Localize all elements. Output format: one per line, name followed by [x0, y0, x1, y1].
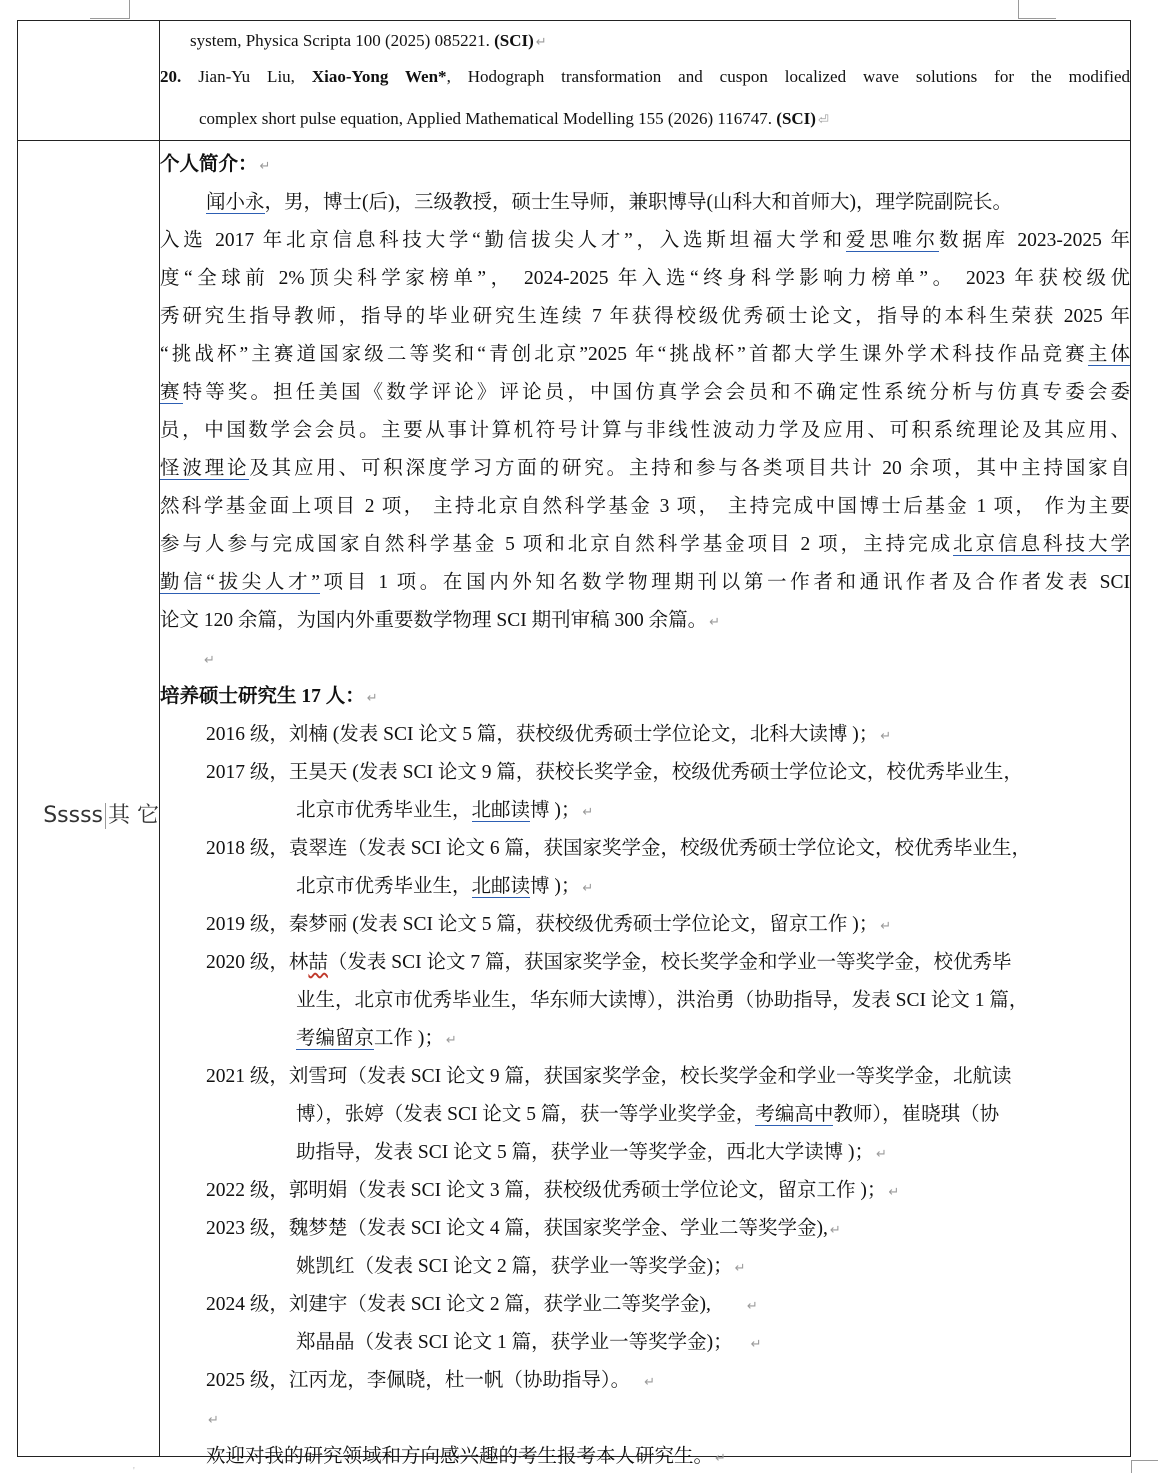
- crop-mark-top-left-h: [90, 18, 130, 19]
- intro-heading: 个人简介： ↵: [160, 154, 271, 175]
- students-heading: 培养硕士研究生 17 人： ↵: [160, 686, 378, 707]
- student-2020-line1: 2020 级，林喆（发表 SCI 论文 7 篇，获国家奖学金，校长奖学金和学业一等奖学金，校优秀毕: [206, 952, 1012, 973]
- student-2019: 2019 级，秦梦丽 (发表 SCI 论文 5 篇，获校级优秀硕士学位论文，留京工作 )； ↵: [206, 914, 892, 935]
- crop-mark-top-left-v: [129, 0, 130, 19]
- biography-cell: [160, 141, 1130, 1467]
- student-2024-line1: 2024 级，刘建宇（发表 SCI 论文 2 篇，获学业二等奖学金), ↵: [206, 1294, 758, 1315]
- text-cursor: [105, 803, 106, 829]
- reference-19-tail: system, Physica Scripta 100 (2025) 085221. (SCI) ↵: [190, 31, 547, 50]
- student-2017-line2: 北京市优秀毕业生，北邮读博 )； ↵: [296, 800, 594, 821]
- intro-line-9: 然科学基金面上项目 2 项， 主持北京自然科学基金 3 项， 主持完成中国博士后基金 1 项， 作为主要: [160, 496, 1130, 517]
- student-2017-line1: 2017 级，王昊天 (发表 SCI 论文 9 篇，获校长奖学金，校级优秀硕士学位论文，校优秀毕业生，: [206, 762, 1023, 783]
- intro-line-12: 论文 120 余篇，为国内外重要数学物理 SCI 期刊审稿 300 余篇。 ↵: [160, 610, 721, 631]
- reference-20-line2: complex short pulse equation, Applied Mathematical Modelling 155 (2026) 116747. (SCI) ⏎: [199, 109, 829, 128]
- student-2022: 2022 级，郭明娟（发表 SCI 论文 3 篇，获校级优秀硕士学位论文，留京工作 )； ↵: [206, 1180, 900, 1201]
- blank-paragraph-2: ↵: [208, 1413, 219, 1428]
- crop-mark-bottom-right-v: [1131, 1460, 1132, 1473]
- blank-paragraph: ↵: [204, 653, 215, 668]
- student-2021-line1: 2021 级，刘雪珂（发表 SCI 论文 9 篇，获国家奖学金，校长奖学金和学业一等奖学金，北航读: [206, 1066, 1012, 1087]
- student-2021-line2: 博），张婷（发表 SCI 论文 5 篇，获一等学业奖学金，考编高中教师），崔晓琪（协: [296, 1104, 1000, 1125]
- reference-20-line1: 20. Jian-Yu Liu, Xiao-Yong Wen*, Hodograph transformation and cuspon localized wave solutions for the modified: [160, 67, 1131, 86]
- intro-line-3: 度“全球前 2%顶尖科学家榜单”， 2024-2025 年入选“终身科学影响力榜单”。 2023 年获校级优: [160, 268, 1130, 289]
- publications-cell: [160, 21, 1130, 140]
- student-2025: 2025 级，江丙龙，李佩晓，杜一帆（协助指导）。 ↵: [206, 1370, 656, 1391]
- intro-line-5: “挑战杯”主赛道国家级二等奖和“青创北京”2025 年“挑战杯”首都大学生课外学术科技作品竞赛主体: [160, 344, 1130, 365]
- student-2016: 2016 级，刘楠 (发表 SCI 论文 5 篇，获校级优秀硕士学位论文，北科大读博 )； ↵: [206, 724, 892, 745]
- intro-line-4: 秀研究生指导教师，指导的毕业研究生连续 7 年获得校级优秀硕士论文，指导的本科生荣获 2025 年: [160, 306, 1130, 327]
- intro-line-6: 赛特等奖。担任美国《数学评论》评论员，中国仿真学会会员和不确定性系统分析与仿真专委会委: [160, 382, 1130, 403]
- row-label-other: Sssss 其 它: [43, 803, 159, 828]
- intro-line-10: 参与人参与完成国家自然科学基金 5 项和北京自然科学基金项目 2 项，主持完成北京信息科技大学: [160, 534, 1130, 555]
- intro-line-2: 入选 2017 年北京信息科技大学“勤信拔尖人才”，入选斯坦福大学和爱思唯尔数据库 2023-2025 年: [160, 230, 1130, 251]
- student-2024-line2: 郑晶晶（发表 SCI 论文 1 篇，获学业一等奖学金)； ↵: [296, 1332, 762, 1353]
- student-2023-line1: 2023 级，魏梦楚（发表 SCI 论文 4 篇，获国家奖学金、学业二等奖学金), ↵: [206, 1218, 841, 1239]
- page-marker: ': [133, 1466, 135, 1477]
- student-2023-line2: 姚凯红（发表 SCI 论文 2 篇，获学业一等奖学金)； ↵: [296, 1256, 746, 1277]
- intro-line-1: 闻小永，男，博士(后)，三级教授，硕士生导师，兼职博导(山科大和首师大)，理学院副院长。: [206, 192, 1012, 213]
- intro-line-11: 勤信“拔尖人才”项目 1 项。在国内外知名数学物理期刊以第一作者和通讯作者及合作者发表 SCI: [160, 572, 1130, 593]
- crop-mark-top-right-h: [1018, 18, 1056, 19]
- student-2020-line2: 业生，北京市优秀毕业生，华东师大读博），洪治勇（协助指导，发表 SCI 论文 1 篇，: [296, 990, 1029, 1011]
- student-2018-line2: 北京市优秀毕业生，北邮读博 )； ↵: [296, 876, 594, 897]
- resume-table: [17, 20, 1131, 1467]
- student-2021-line3: 助指导，发表 SCI 论文 5 篇，获学业一等奖学金，西北大学读博 )； ↵: [296, 1142, 887, 1163]
- crop-mark-top-right-v: [1018, 0, 1019, 19]
- closing-line: 欢迎对我的研究领域和方向感兴趣的考生报考本人研究生。 ↵: [206, 1446, 726, 1467]
- intro-line-8: 怪波理论及其应用、可积深度学习方面的研究。主持和参与各类项目共计 20 余项，其中主持国家自: [160, 458, 1130, 479]
- student-2020-line3: 考编留京工作 )； ↵: [296, 1028, 457, 1049]
- crop-mark-bottom-right-h: [1131, 1460, 1158, 1461]
- student-2018-line1: 2018 级，袁翠连（发表 SCI 论文 6 篇，获国家奖学金，校级优秀硕士学位论文，校优秀毕业生，: [206, 838, 1031, 859]
- intro-line-7: 员，中国数学会会员。主要从事计算机符号计算与非线性波动力学及应用、可积系统理论及其应用、: [160, 420, 1130, 441]
